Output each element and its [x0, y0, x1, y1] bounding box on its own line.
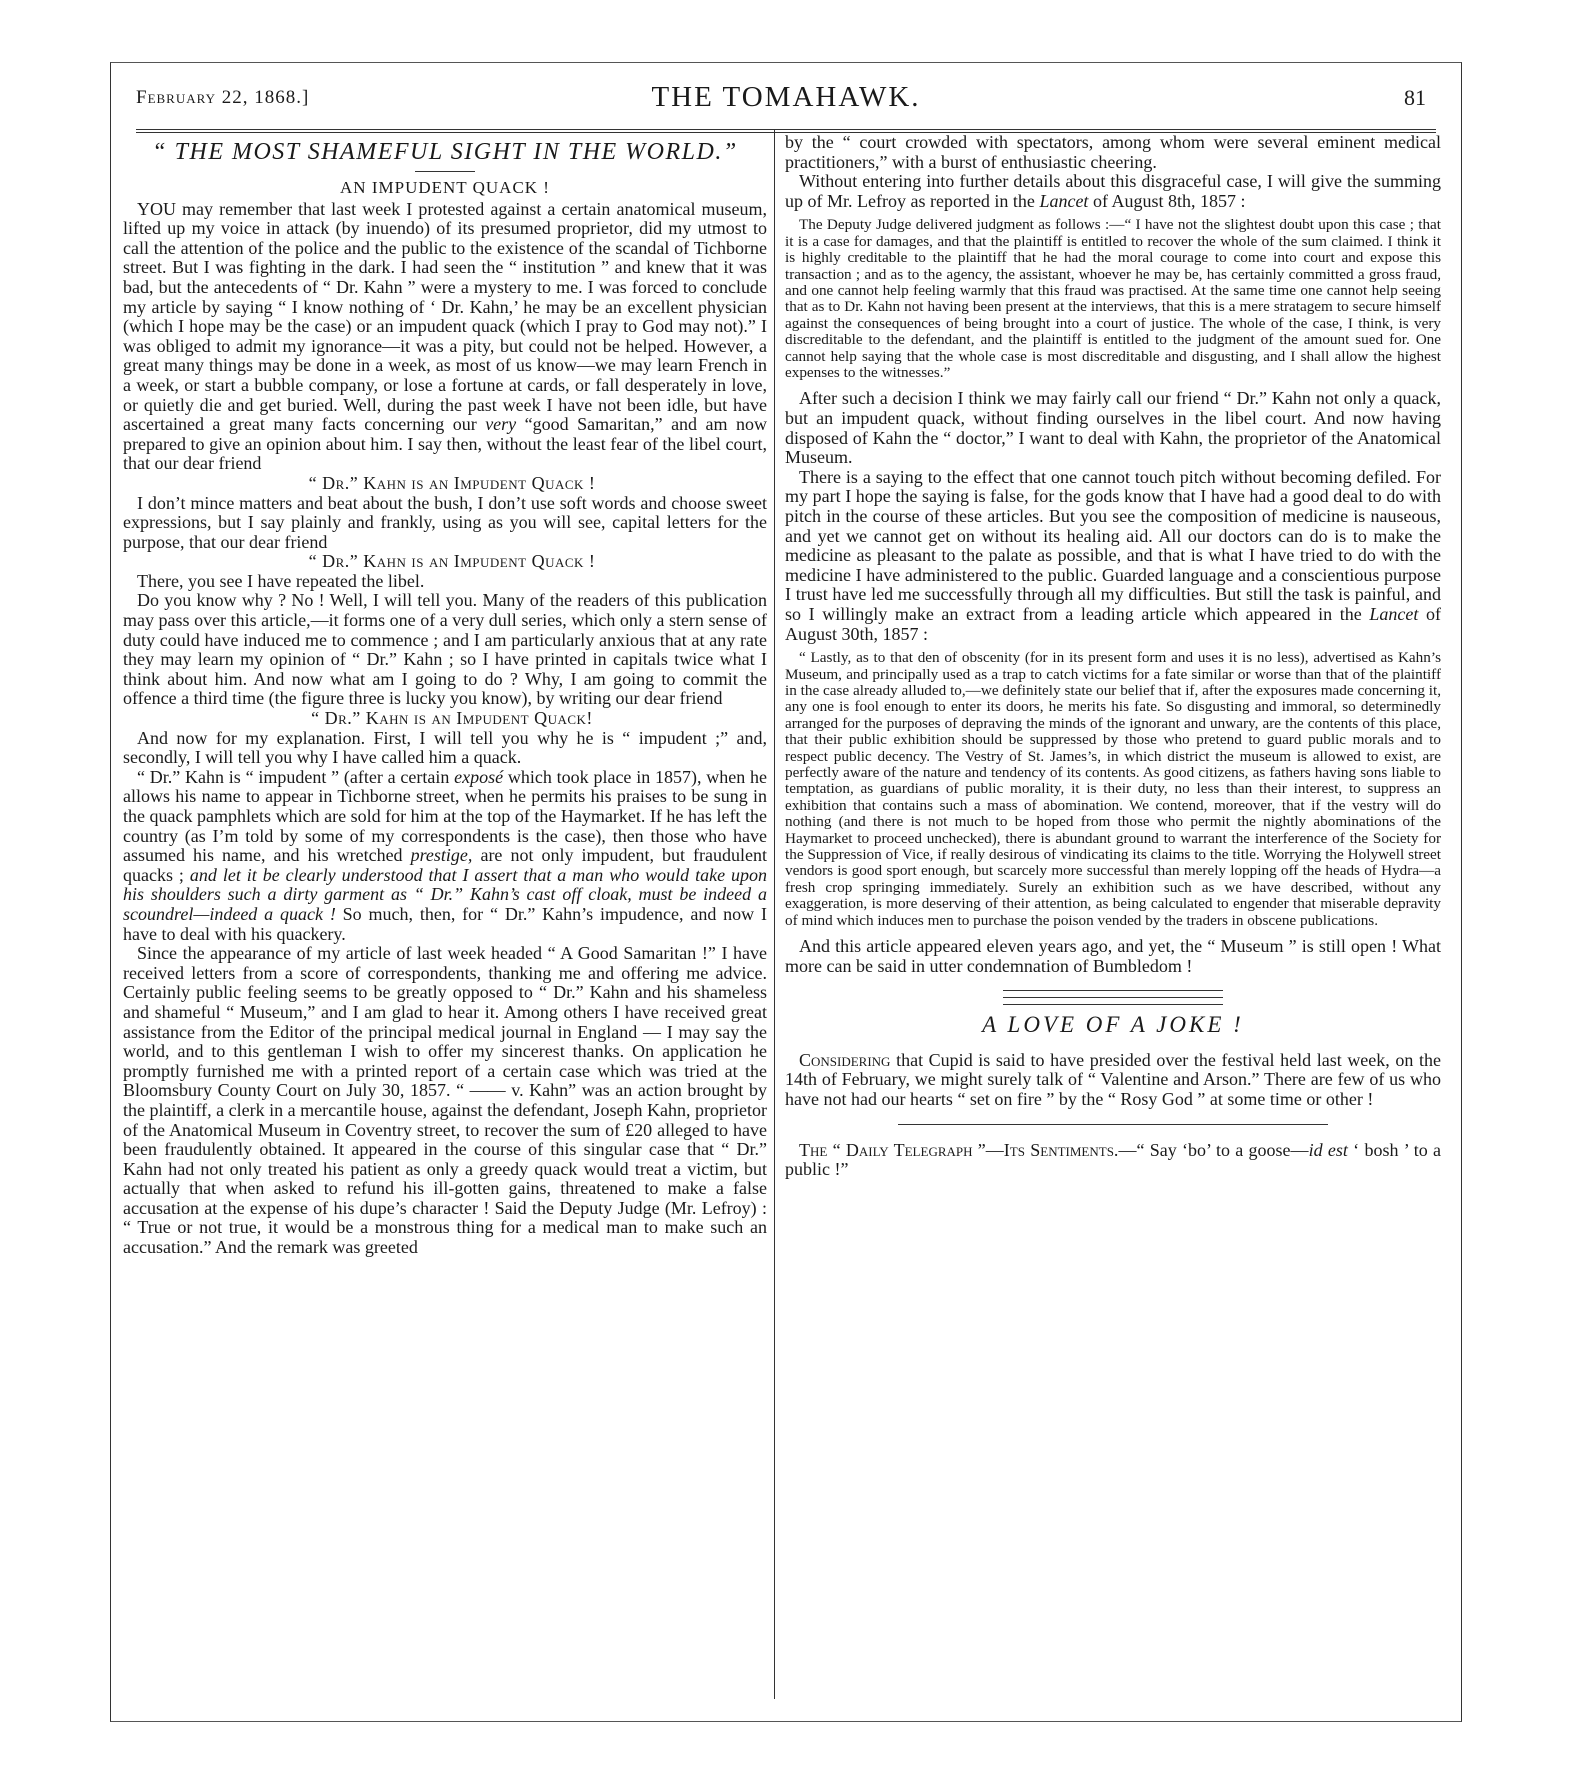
paragraph-3: There, you see I have repeated the libel. — [137, 570, 425, 591]
right-column — [785, 133, 1441, 1711]
paragraph-decision: After such a decision I think we may fairly call our friend “ Dr.” Kahn not only a quack, but an impudent quack, without finding ourselves in the libel court. And now having disposed of Kahn the “ doctor,” I want to deal with Kahn, the proprietor of the Anatomical Museum. — [785, 388, 1441, 468]
masthead-title: THE TOMAHAWK. — [651, 81, 921, 113]
paragraph-2: I don’t mince matters and beat about the bush, I don’t use soft words and choose sweet expressions, but I say plainly and frankly, using as you will see, capital letters for the purpose, that our dear friend — [123, 492, 767, 552]
lancet-quote: “ Lastly, as to that den of obscenity (for in its present form and uses it is no less), advertised as Kahn’s Museum, and principally used as a trap to catch victims for a fate similar or worse than that of the plaintiff in the case already alluded to,—we definitely state our belief that if, after the exposures made concerning it, any one is fool enough to enter its doors, he merits his fate. So disgusting and immoral, so determinedly arranged for the purposes of depraving the minds of the ignorant and unwary, are the contents of this place, that their public exhibition should be suppressed by those who pretend to guard public morals and to respect public decency. The Vestry of St. James’s, in which district the museum is allowed to exist, are perfectly aware of the nature and tendency of its contents. As good citizens, as fathers having sons liable to temptation, as guardians of public morality, it is their duty, no less than their interest, to suppress an exhibition that contains such a mass of abomination. We contend, moreover, that if the vestry will do nothing (and there is not much to be hoped from those who permit the nightly abominations of the Haymarket to proceed unchecked), there is abundant ground to warrant the interference of the Society for the Suppression of Vice, if really desirous of vindicating its claims to the title. Worrying the Holywell street vendors is good sport enough, but scarcely more successful than merely lopping off the heads of Hydra—a fresh crop springing immediately. Surely an exhibition such as we have described, without any exaggeration, is more deserving of their attention, as being calculated to engender that miserable depravity of mind which induces men to purchase the poison vended by the traders in obscene publications. — [785, 649, 1441, 929]
joke-paragraph: Considering that Cupid is said to have presided over the festival held last week, on the 14th of February, we might surely talk of “ Valentine and Arson.” There are few of us who have not had our hearts “ set on fire ” by the “ Rosy God ” at some time or other ! — [785, 1049, 1441, 1110]
continued-paragraph: by the “ court crowded with spectators, among whom were several eminent medical practitioners,” with a burst of enthusiastic cheering. — [785, 133, 1441, 172]
article-subhead: AN IMPUDENT QUACK ! — [340, 178, 550, 197]
paragraph-conclusion: And this article appeared eleven years ago, and yet, the “ Museum ” is still open ! What more can be said in utter condemnation of Bumbledom ! — [785, 936, 1441, 976]
paragraph-summing-up: Without entering into further details about this disgraceful case, I will give the summing up of Mr. Lefroy as reported in the Lancet of August 8th, 1857 : — [785, 171, 1441, 211]
separator-rule — [898, 1124, 1328, 1125]
paragraph-1: YOU may remember that last week I protested against a certain anatomical museum, lifted up my voice in attack (by inuendo) of its presumed proprietor, did my utmost to call the attention of the police and the public to the existence of the scandal of Tichborne street. But I was fighting in the dark. I had seen the “ institution ” and knew that it was bad, but the antecedents of “ Dr. Kahn ” were a mystery to me. I was forced to conclude my article by saying “ I know nothing of ‘ Dr. Kahn,’ he may be an excellent physician (which I hope may be the case) or an impudent quack (which I pray to God may not).” I was obliged to admit my ignorance—it was a pity, but could not be helped. However, a great many things may be done in a week, as most of us know—we may learn French in a week, or start a bubble company, or lose a fortune at cards, or fall desperately in love, or quietly die and get buried. Well, during the past week I have not been idle, but have ascertained a great many facts concerning our very “good Samaritan,” and am now prepared to give an opinion about him. I say then, without the least fear of the libel court, that our dear friend — [123, 198, 767, 474]
article-title: “ THE MOST SHAMEFUL SIGHT IN THE WORLD.” — [152, 139, 738, 165]
judgment-quote: The Deputy Judge delivered judgment as follows :—“ I have not the slightest doubt upon this case ; that it is a case for damages, and that the plaintiff is entitled to recover the whole of the sum claimed. I think it is highly creditable to the plaintiff that he had the moral courage to come into court and expose this transaction ; and as to the agency, the assistant, whoever he may be, has certainly committed a gross fraud, and one cannot help feeling warmly that this fraud was practised. At the same time one cannot help seeing that as to Dr. Kahn not having been present at the interviews, that this is a mere stratagem to secure himself against the consequences of being brought into a court of justice. The whole of the case, I think, is very discreditable to the defendant, and the plaintiff is entitled to the judgment of the amount sued for. One cannot help saying that the whole case is most discreditable and disgusting, and I shall allow the highest expenses to the witnesses.” — [785, 216, 1441, 382]
quack-declaration-2: “ Dr.” Kahn is an Impudent Quack ! — [308, 551, 596, 572]
paragraph-5: And now for my explanation. First, I will tell you why he is “ impudent ;” and, secondly, I will tell you why I have called him a quack. — [123, 727, 767, 768]
section-rule-1 — [1003, 990, 1223, 991]
paragraph-4: Do you know why ? No ! Well, I will tell you. Many of the readers of this publication may pass over this article,—it forms one of a very dull series, which only a stern sense of duty could have induced me to commence ; and I am particularly anxious that at any rate they may learn my opinion of “ Dr.” Kahn ; so I have printed in capitals twice what I think about him. And now what am I going to do ? Why, I am going to commit the offence a third time (the figure three is lucky you know), by writing our dear friend — [123, 590, 767, 709]
paragraph-6: “ Dr.” Kahn is “ impudent ” (after a certain exposé which took place in 1857), when he allows his name to appear in Tichborne street, when he permits his praises to be sung in the quack pamphlets which are sold for him at the top of the Haymarket. If he has left the country (as I’m told by some of my correspondents is the case), then those who have assumed his name, and his wretched prestige, are not only impudent, but fraudulent quacks ; and let it be clearly understood that I assert that a man who would take upon his shoulders such a dirty garment as “ Dr.” Kahn’s cast off cloak, must be indeed a scoundrel—indeed a quack ! So much, then, for “ Dr.” Kahn’s impudence, and now I have to deal with his quackery. — [123, 766, 767, 944]
paragraph-7: Since the appearance of my article of last week headed “ A Good Samaritan !” I have received letters from a score of correspondents, thanking me and offering me advice. Certainly public feeling seems to be greatly opposed to “ Dr.” Kahn and his shameless and shameful “ Museum,” and I am glad to hear it. Among others I have received great assistance from the Editor of the principal medical journal in England — I may say the world, and to this gentleman I wish to offer my sincerest thanks. On application he promptly furnished me with a printed report of a certain case which was tried at the Bloomsbury County Court on July 30, 1857. “ —— v. Kahn” was an action brought by the plaintiff, a clerk in a mercantile house, against the defendant, Joseph Kahn, proprietor of the Anatomical Museum in Coventry street, to recover the sum of £20 alleged to have been fraudulently obtained. It appeared in the course of this singular case that “ Dr.” Kahn had not only treated his patient as only a greedy quack would treat a victim, but actually that when asked to refund his ill-gotten gains, threatened to make a false accusation at the expense of his dupe’s character ! Said the Deputy Judge (Mr. Lefroy) : “ True or not true, it would be a monstrous thing for a medical man to make such an accusation.” And the remark was greeted — [123, 943, 767, 1258]
newspaper-page — [110, 62, 1462, 1722]
paragraph-pitch: There is a saying to the effect that one cannot touch pitch without becoming defiled. For my part I hope the saying is false, for the gods know that I have had a good deal to do with pitch in the course of these articles. But you see the composition of medicine is nauseous, and yet we cannot get on without its healing aid. All our doctors can do is to make the medicine as pleasant to the palate as possible, and that is what I have tried to do with the medicine I have administered to the public. Guarded language and a conscientious purpose I trust have led me successfully through all my difficulties. But still the task is painful, and so I willingly make an extract from a leading article which appeared in the Lancet of August 30th, 1857 : — [785, 466, 1441, 644]
section-rule-3 — [1003, 1004, 1223, 1005]
joke-title: A LOVE OF A JOKE ! — [982, 1012, 1244, 1038]
section-rule-2 — [1003, 997, 1223, 998]
telegraph-paragraph: The “ Daily Telegraph ”—Its Sentiments.—“ Say ‘bo’ to a goose—id est ‘ bosh ’ to a public !” — [785, 1139, 1441, 1180]
column-divider — [774, 129, 775, 1699]
header-rule — [136, 129, 1436, 130]
title-rule — [415, 171, 475, 172]
quack-declaration-3: “ Dr.” Kahn is an Impudent Quack! — [311, 708, 593, 729]
page-number: 81 — [1404, 85, 1426, 110]
issue-date: February 22, 1868.] — [136, 87, 310, 108]
left-column — [123, 133, 767, 1711]
running-head — [136, 81, 1436, 121]
quack-declaration-1: “ Dr.” Kahn is an Impudent Quack ! — [308, 472, 596, 493]
